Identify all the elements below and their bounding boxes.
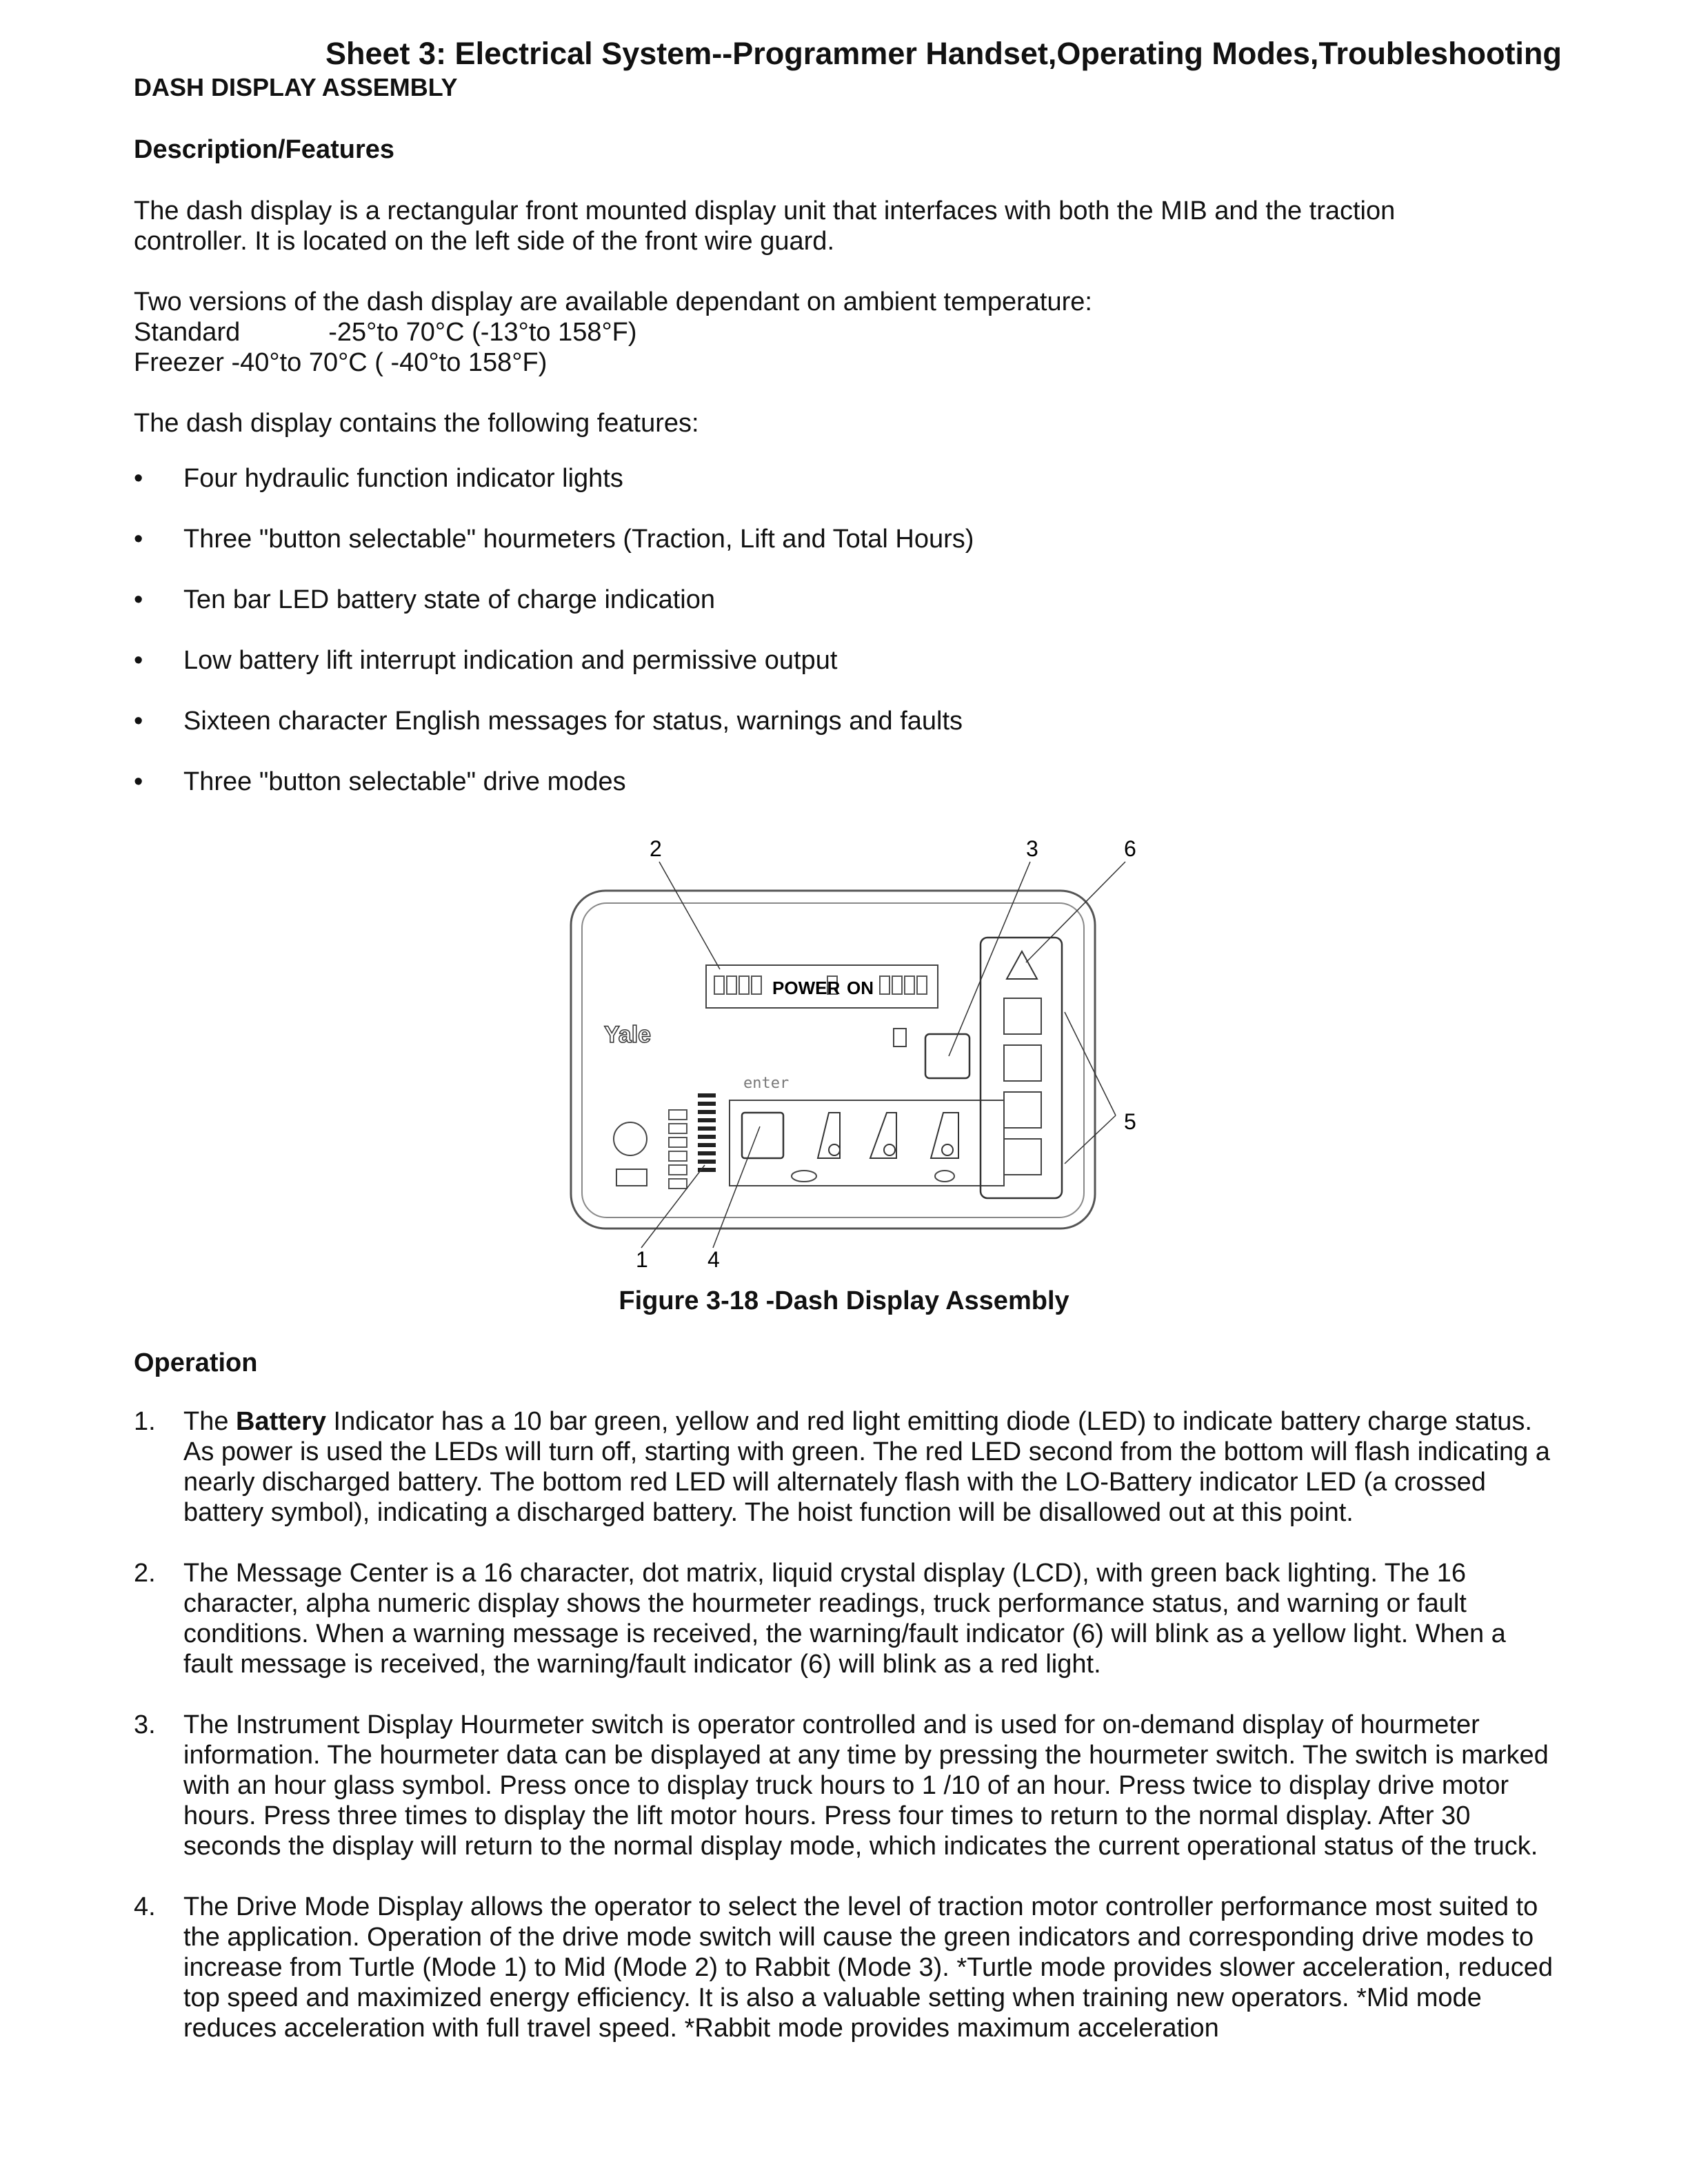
indicator-column xyxy=(981,938,1062,1198)
hydraulic-indicator-1 xyxy=(1004,998,1041,1034)
hourglass-icon xyxy=(894,1029,906,1046)
features-intro: The dash display contains the following features: xyxy=(134,409,699,438)
battery-led-bars xyxy=(698,1093,716,1172)
item-number: 3. xyxy=(134,1710,156,1739)
item-text: The Instrument Display Hourmeter switch is operator controlled and is used for on-demand display of hourmeter information. The hourmeter data can be displayed at any time by pressing the hourmeter switch. The switch is marked with an hour glass symbol. Press once to display truck hours to 1 /10 of an hour. Press twice to display drive motor hours. Press three times to display the lift motor hours. Press four times to return to the normal display. After 30 seconds the display will return to the normal display mode, which indicates the current operational status of the truck. xyxy=(183,1710,1549,1861)
mode-rabbit-indicator xyxy=(931,1113,958,1158)
section-title: DASH DISPLAY ASSEMBLY xyxy=(134,73,458,101)
operation-item xyxy=(134,1558,1554,1679)
drive-mode-button[interactable] xyxy=(742,1113,783,1158)
mode-mid-indicator xyxy=(870,1113,896,1158)
version-standard xyxy=(134,317,1582,347)
version-standard-range: -25°to 70°C (-13°to 158°F) xyxy=(328,318,637,347)
item-number: 1. xyxy=(134,1407,156,1436)
feature-item: • Three "button selectable" hourmeters (Traction, Lift and Total Hours) xyxy=(134,524,974,585)
versions-block xyxy=(134,287,1582,378)
item-number: 4. xyxy=(134,1892,156,1921)
figure-caption: Figure 3-18 -Dash Display Assembly xyxy=(619,1286,1069,1315)
hydraulic-indicator-2 xyxy=(1004,1045,1041,1081)
feature-item: • Low battery lift interrupt indication and permissive output xyxy=(134,645,974,706)
version-freezer: Freezer -40°to 70°C ( -40°to 158°F) xyxy=(134,348,547,377)
features-list xyxy=(134,463,974,827)
lcd-text-on: ON xyxy=(847,978,874,998)
callout-1: 1 xyxy=(636,1247,648,1272)
intro-line: controller. It is located on the left side of the front wire guard. xyxy=(134,227,834,256)
hourmeter-switch[interactable] xyxy=(925,1034,969,1078)
item-text: The Message Center is a 16 character, dot matrix, liquid crystal display (LCD), with green back lighting. The 16 character, alpha numeric display shows the hourmeter readings, truck performance status, and warning or fault conditions. When a warning message is received, the warning/fault indicator (6) will blink as a yellow light. When a fault message is received, the warning/fault indicator (6) will blink as a red light. xyxy=(183,1559,1506,1679)
hydraulic-indicator-4 xyxy=(1004,1139,1041,1175)
battery-icon xyxy=(616,1169,647,1186)
operation-item xyxy=(134,1710,1554,1861)
item-text-prefix: The xyxy=(183,1407,237,1436)
feature-item: • Ten bar LED battery state of charge indication xyxy=(134,585,974,645)
display-housing xyxy=(571,891,1095,1228)
operation-heading: Operation xyxy=(134,1348,258,1377)
callout-5: 5 xyxy=(1124,1109,1136,1134)
intro-paragraph xyxy=(134,196,1582,256)
operation-item xyxy=(134,1892,1554,2043)
battery-term: Battery xyxy=(236,1407,326,1436)
intro-line: The dash display is a rectangular front mounted display unit that interfaces with both the MIB and the traction xyxy=(134,196,1396,225)
callout-6: 6 xyxy=(1124,836,1136,861)
turtle-icon xyxy=(792,1171,816,1182)
item-text: The Drive Mode Display allows the operator to select the level of traction motor controller performance most suited to the application. Operation of the drive mode switch will cause the green indicators and corresponding drive modes to increase from Turtle (Mode 1) to Mid (Mode 2) to Rabbit (Mode 3). *Turtle mode provides slower acceleration, reduced top speed and maximized energy efficiency. It is also a valuable setting when training new operators. *Mid mode reduces acceleration with full travel speed. *Rabbit mode provides maximum acceleration xyxy=(183,1892,1554,2043)
yale-logo: Yale xyxy=(604,1022,652,1048)
item-text: Indicator has a 10 bar green, yellow and red light emitting diode (LED) to indicate battery charge status. As power is used the LEDs will turn off, starting with green. The red LED second from the bottom will flash indicating a nearly discharged battery. The bottom red LED will alternately flash with the LO-Battery indicator LED (a crossed battery symbol), indicating a discharged battery. The hoist function will be disallowed out at this point. xyxy=(183,1407,1550,1527)
callout-leaders xyxy=(641,862,1125,1248)
function-icon xyxy=(614,1122,647,1155)
operation-list xyxy=(134,1406,1554,2074)
lcd-text-power: POWER xyxy=(772,978,841,998)
feature-item: • Four hydraulic function indicator lights xyxy=(134,463,974,524)
description-heading: Description/Features xyxy=(134,135,394,164)
feature-item: • Sixteen character English messages for status, warnings and faults xyxy=(134,706,974,767)
display-bezel xyxy=(582,903,1084,1217)
sheet-title: Sheet 3: Electrical System--Programmer Handset,Operating Modes,Troubleshooting xyxy=(325,36,1562,71)
callout-4: 4 xyxy=(707,1247,720,1272)
hydraulic-indicator-3 xyxy=(1004,1092,1041,1128)
rabbit-icon xyxy=(935,1171,954,1182)
version-standard-name: Standard xyxy=(134,318,241,347)
versions-intro: Two versions of the dash display are available dependant on ambient temperature: xyxy=(134,287,1092,316)
dash-display-figure xyxy=(552,834,1172,1282)
callout-2: 2 xyxy=(650,836,662,861)
item-number: 2. xyxy=(134,1559,156,1588)
callout-3: 3 xyxy=(1026,836,1038,861)
enter-label: enter xyxy=(743,1075,790,1092)
operation-item xyxy=(134,1406,1554,1528)
feature-item: • Three "button selectable" drive modes xyxy=(134,767,974,827)
